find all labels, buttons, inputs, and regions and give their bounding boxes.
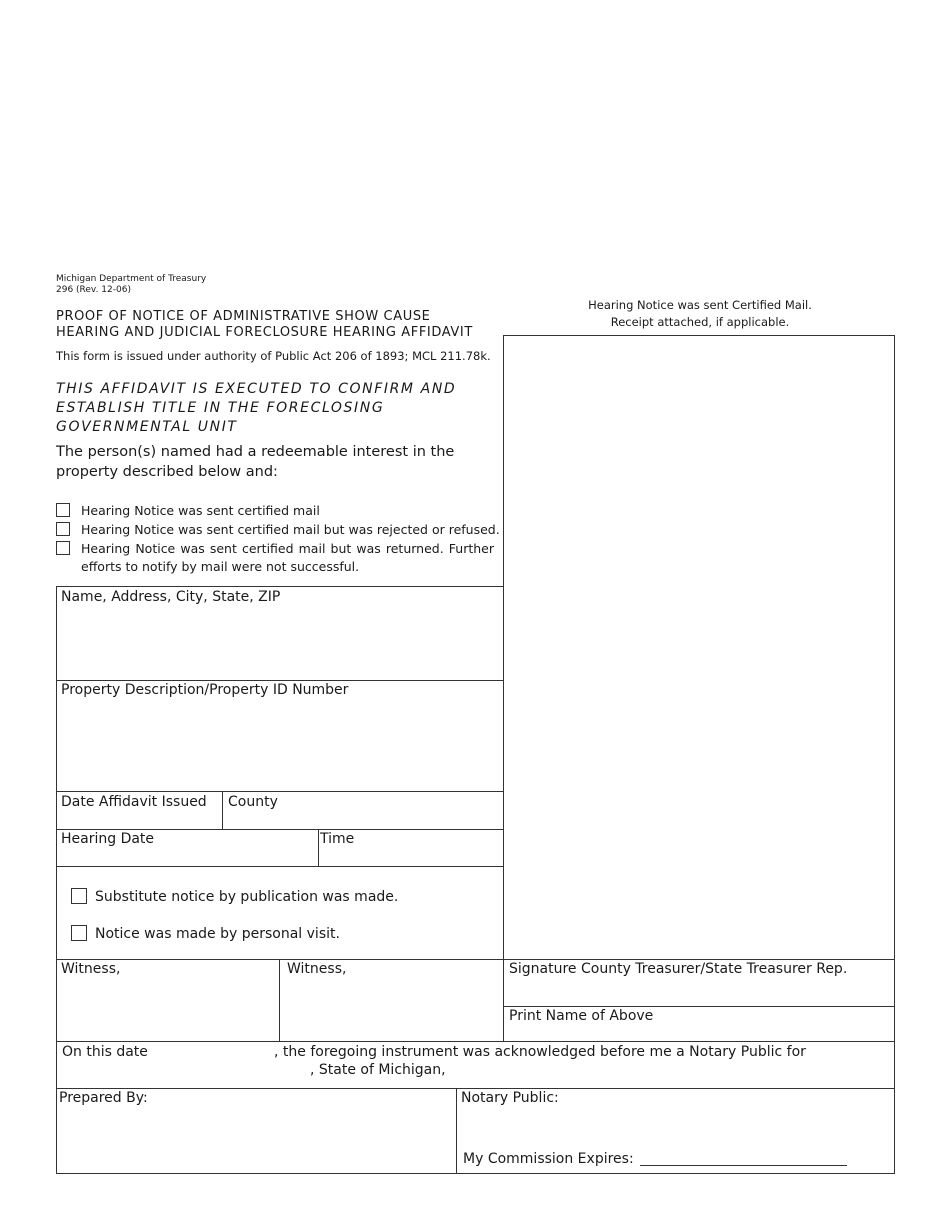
commission-expires-line[interactable] (640, 1165, 847, 1166)
property-description-field[interactable]: Property Description/Property ID Number (61, 682, 349, 698)
agency-name: Michigan Department of Treasury (56, 274, 207, 284)
notary-ack-text: , the foregoing instrument was acknowledged before me a Notary Public for (274, 1044, 806, 1060)
name-address-field[interactable]: Name, Address, City, State, ZIP (61, 589, 281, 605)
form-number: 296 (Rev. 12-06) (56, 285, 131, 295)
prepared-by-field[interactable]: Prepared By: (59, 1090, 148, 1106)
personal-visit-checkbox[interactable] (71, 925, 87, 941)
notary-date-label: On this date (62, 1044, 148, 1060)
option-rejected-checkbox[interactable] (56, 522, 70, 536)
form-title-line2: HEARING AND JUDICIAL FORECLOSURE HEARING AFFIDAVIT (56, 325, 473, 340)
option-certified-mail-checkbox[interactable] (56, 503, 70, 517)
notary-public-field[interactable]: Notary Public: (461, 1090, 559, 1106)
witness-1-field[interactable]: Witness, (61, 961, 121, 977)
option-rejected-label: Hearing Notice was sent certified mail but was rejected or refused. (81, 522, 500, 537)
substitute-notice-checkbox[interactable] (71, 888, 87, 904)
date-issued-field[interactable]: Date Affidavit Issued (61, 794, 207, 810)
statement-line2: property described below and: (56, 464, 278, 480)
witness-2-field[interactable]: Witness, (287, 961, 347, 977)
personal-visit-label: Notice was made by personal visit. (95, 926, 340, 942)
form-title-line1: PROOF OF NOTICE OF ADMINISTRATIVE SHOW CAUSE (56, 309, 431, 324)
receipt-note-line2: Receipt attached, if applicable. (610, 315, 790, 329)
affidavit-line3: GOVERNMENTAL UNIT (56, 419, 238, 435)
receipt-note-line1: Hearing Notice was sent Certified Mail. (588, 298, 812, 312)
statement-line1: The person(s) named had a redeemable interest in the (56, 444, 455, 460)
hearing-date-field[interactable]: Hearing Date (61, 831, 155, 847)
receipt-attachment-area[interactable] (503, 335, 895, 1042)
signature-field[interactable]: Signature County Treasurer/State Treasurer Rep. (509, 961, 848, 977)
option-returned-label: Hearing Notice was sent certified mail but was returned. Further efforts to notify by mail were not successful. (81, 541, 494, 574)
print-name-field[interactable]: Print Name of Above (509, 1008, 654, 1024)
affidavit-line2: ESTABLISH TITLE IN THE FORECLOSING (56, 400, 385, 416)
option-returned-checkbox[interactable] (56, 541, 70, 555)
option-certified-mail-label: Hearing Notice was sent certified mail (81, 503, 320, 518)
county-field[interactable]: County (228, 794, 278, 810)
authority-text: This form is issued under authority of Public Act 206 of 1893; MCL 211.78k. (56, 349, 491, 363)
time-field[interactable]: Time (320, 831, 355, 847)
main-form-box (56, 586, 504, 1042)
commission-expires-label: My Commission Expires: (463, 1151, 634, 1167)
affidavit-line1: THIS AFFIDAVIT IS EXECUTED TO CONFIRM AND (56, 381, 457, 397)
notary-state-text: , State of Michigan, (310, 1062, 446, 1078)
substitute-notice-label: Substitute notice by publication was made. (95, 889, 399, 905)
